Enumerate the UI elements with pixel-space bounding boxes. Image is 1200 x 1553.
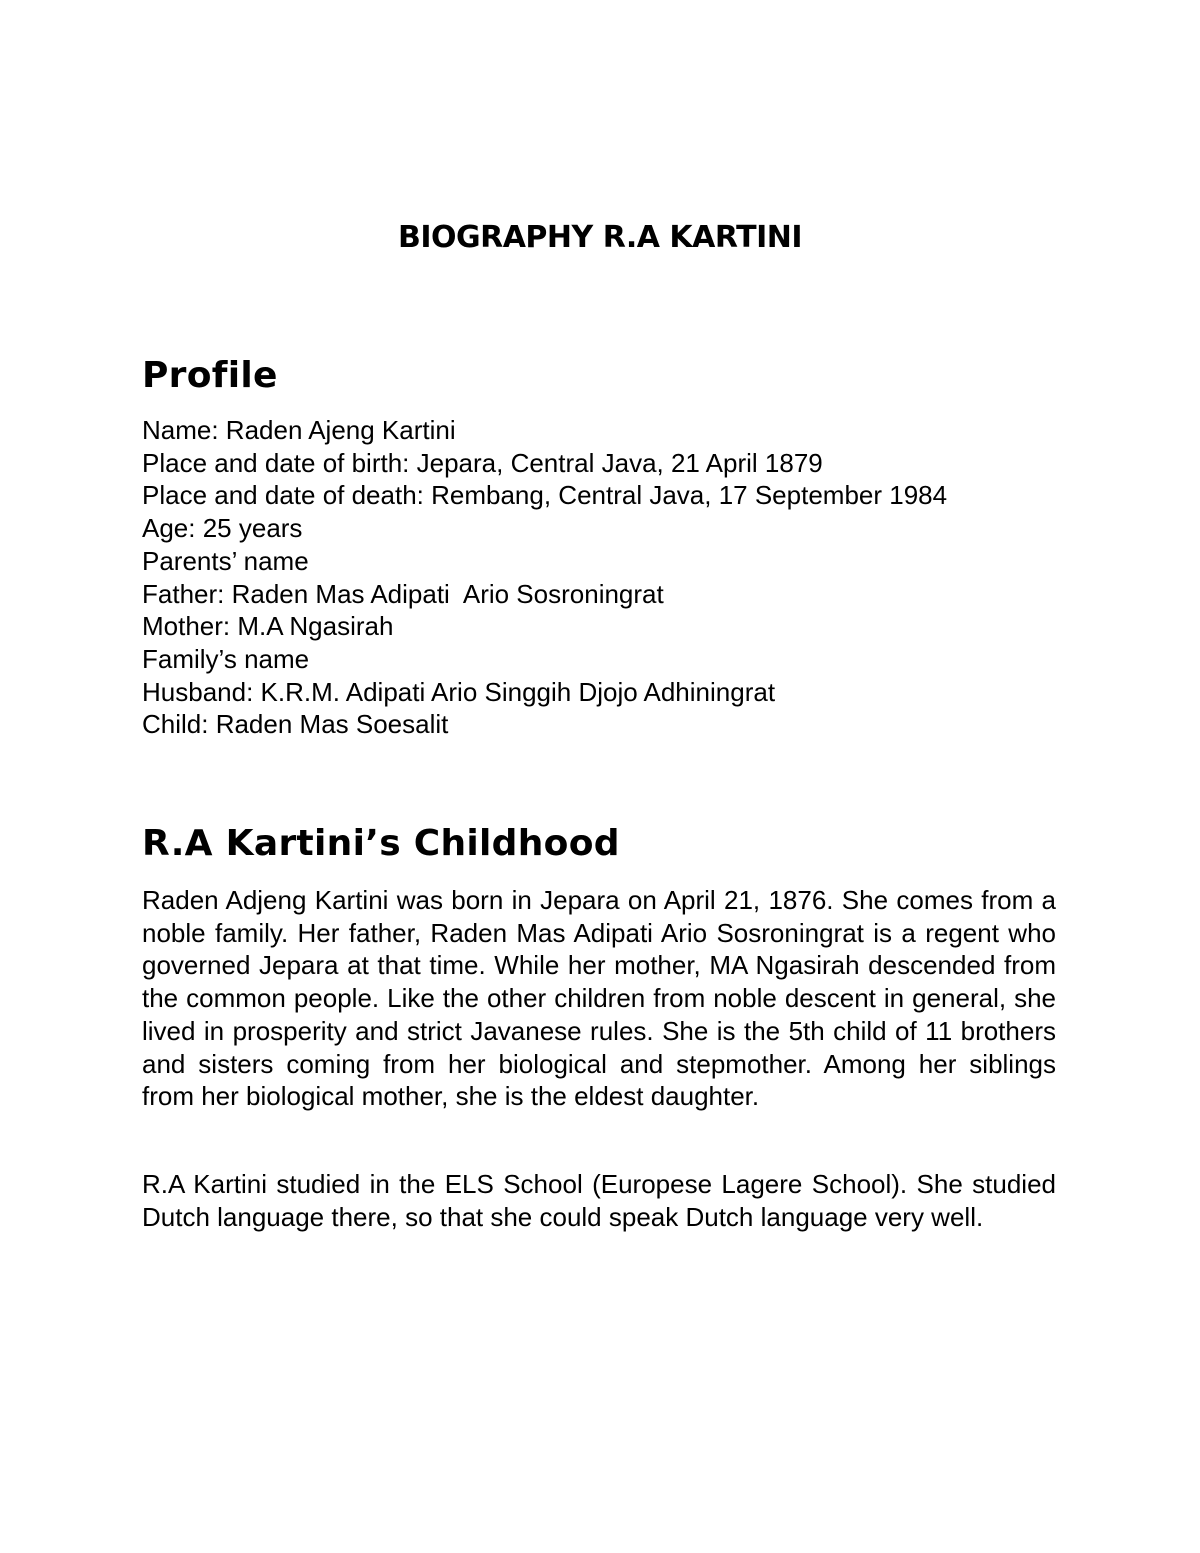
profile-line-birth: Place and date of birth: Jepara, Central Java, 21 April 1879 xyxy=(142,447,823,478)
childhood-heading: R.A Kartini’s Childhood xyxy=(142,823,620,864)
profile-line-husband: Husband: K.R.M. Adipati Ario Singgih Djojo Adhiningrat xyxy=(142,676,776,707)
profile-line-parents: Parents’ name xyxy=(142,545,309,576)
profile-line-name: Name: Raden Ajeng Kartini xyxy=(142,415,456,445)
childhood-paragraph-2: R.A Kartini studied in the ELS School (Europese Lagere School). She studied Dutch language there, so that she could speak Dutch language very well. xyxy=(142,1169,1056,1232)
profile-line-child: Child: Raden Mas Soesalit xyxy=(142,709,449,740)
profile-line-father: Father: Raden Mas Adipati Ario Sosroningrat xyxy=(142,578,664,609)
childhood-paragraph-1: Raden Adjeng Kartini was born in Jepara on April 21, 1876. She comes from a noble family. Her father, Raden Mas Adipati Ario Sosroningrat is a regent who governed Jepara at that time. While her mother, MA Ngasirah descended from the common people. Like the other children from noble descent in general, she lived in prosperity and strict Javanese rules. She is the 5th child of 11 brothers and sisters coming from her biological and stepmother. Among her siblings from her biological mother, she is the eldest daughter. xyxy=(142,885,1056,1112)
profile-list xyxy=(142,414,1102,741)
profile-line-family: Family’s name xyxy=(142,643,310,674)
profile-heading: Profile xyxy=(142,355,278,396)
profile-line-mother: Mother: M.A Ngasirah xyxy=(142,611,394,642)
document-title: BIOGRAPHY R.A KARTINI xyxy=(397,220,803,255)
profile-line-age: Age: 25 years xyxy=(142,513,303,544)
profile-line-death: Place and date of death: Rembang, Central Java, 17 September 1984 xyxy=(142,480,948,511)
